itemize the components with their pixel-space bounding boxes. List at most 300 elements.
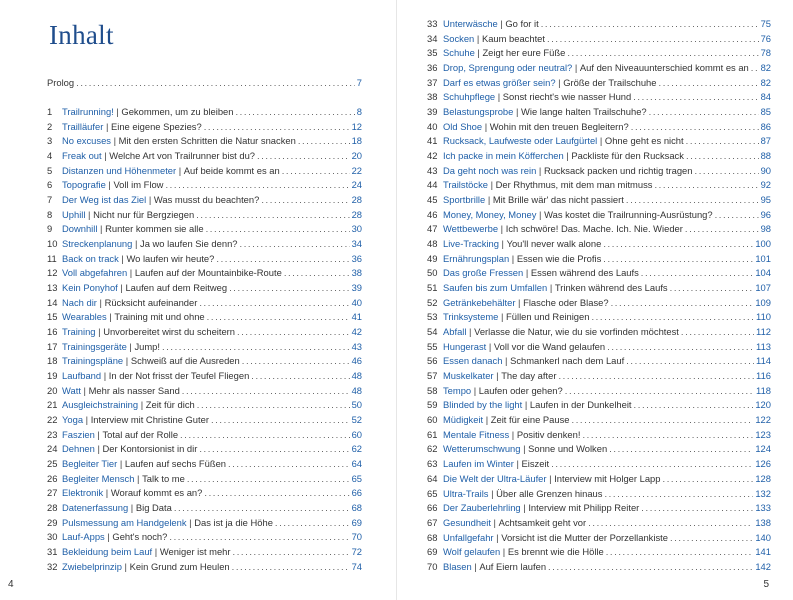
toc-entry[interactable]	[427, 150, 771, 165]
separator: |	[474, 47, 483, 59]
page-number: 28	[351, 208, 362, 220]
chapter-title-link[interactable]: Datenerfassung	[62, 502, 129, 514]
chapter-title-link[interactable]: Da geht noch was rein	[443, 164, 537, 176]
toc-entry[interactable]	[427, 267, 771, 282]
chapter-subtitle: Laufen auf sechs Füßen	[124, 458, 226, 470]
chapter-number: 54	[427, 326, 438, 338]
chapter-subtitle: Ich schwöre! Das. Mache. Ich. Nie. Wieder	[505, 223, 683, 235]
chapter-number: 33	[427, 18, 438, 29]
chapter-title-link[interactable]: Money, Money, Money	[443, 208, 537, 220]
chapter-title-link[interactable]: Old Shoe	[443, 120, 483, 132]
chapter-title-link[interactable]: Lauf-Apps	[62, 531, 105, 543]
separator: |	[498, 223, 506, 235]
separator: |	[471, 384, 479, 396]
chapter-title-link[interactable]: Trailrunning!	[62, 106, 114, 117]
chapter-title-link[interactable]: Der Weg ist das Ziel	[62, 194, 147, 206]
page-folio-left: 4	[8, 579, 14, 590]
leader-dots	[609, 443, 753, 454]
toc-entry[interactable]	[47, 355, 362, 370]
chapter-number: 15	[47, 311, 58, 323]
chapter-number: 49	[427, 252, 438, 264]
toc-entry[interactable]	[47, 326, 362, 341]
chapter-title-link[interactable]: Socken	[443, 32, 475, 44]
leader-dots	[180, 429, 350, 440]
leader-dots	[649, 106, 759, 117]
chapter-title-link[interactable]: Belastungsprobe	[443, 106, 514, 118]
separator: |	[486, 340, 494, 352]
toc-entry[interactable]	[427, 62, 771, 77]
page-number: 123	[755, 428, 771, 440]
page-number: 110	[756, 311, 771, 323]
toc-entry-prolog[interactable]	[47, 77, 362, 92]
chapter-title-link[interactable]: Trinksysteme	[443, 311, 499, 323]
separator: |	[572, 62, 580, 74]
separator: |	[117, 458, 125, 470]
chapter-title-link[interactable]: Das große Fressen	[443, 267, 524, 279]
leader-dots	[207, 311, 350, 322]
chapter-title-link[interactable]: Der Zauberlehrling	[443, 502, 521, 514]
page-number: 52	[351, 414, 362, 426]
separator: |	[471, 560, 480, 572]
chapter-title-link[interactable]: Sportbrille	[443, 194, 486, 206]
chapter-subtitle: Eiszeit	[521, 458, 550, 470]
chapter-title-link[interactable]: Blinded by the light	[443, 399, 523, 411]
toc-entry[interactable]	[427, 414, 771, 429]
chapter-number: 16	[47, 326, 58, 338]
chapter-number: 6	[47, 179, 53, 191]
toc-entry[interactable]	[47, 385, 362, 400]
toc-entry[interactable]	[427, 194, 771, 209]
separator: |	[132, 238, 141, 250]
toc-entry[interactable]	[427, 165, 771, 180]
page-number: 86	[760, 120, 771, 132]
separator: |	[96, 296, 105, 308]
chapter-subtitle: Wo laufen wir heute?	[126, 252, 215, 264]
toc-entry[interactable]	[427, 209, 771, 224]
page-number: 62	[351, 443, 362, 455]
leader-dots	[607, 341, 754, 352]
toc-entry[interactable]	[47, 106, 362, 121]
separator: |	[536, 164, 544, 176]
toc-entry[interactable]	[427, 532, 771, 547]
toc-entry[interactable]	[427, 179, 771, 194]
chapter-title-link[interactable]: Downhill	[62, 223, 98, 235]
chapter-title-link[interactable]: Trailläufer	[62, 120, 104, 132]
toc-entry[interactable]	[427, 282, 771, 297]
toc-entry[interactable]	[47, 561, 362, 576]
toc-entry[interactable]	[47, 502, 362, 517]
page-number: 34	[351, 238, 362, 250]
separator: |	[106, 311, 115, 323]
chapter-title-link[interactable]: Back on track	[62, 252, 119, 264]
chapter-title-link[interactable]: Ernährungsplan	[443, 252, 510, 264]
page-number: 74	[351, 560, 362, 572]
chapter-number: 41	[427, 135, 438, 147]
chapter-title-link[interactable]: Trainingspläne	[62, 355, 124, 367]
chapter-number: 42	[427, 150, 438, 162]
chapter-number: 35	[427, 47, 438, 59]
page-number: 43	[351, 340, 362, 352]
leader-dots	[603, 238, 753, 249]
chapter-title-link[interactable]: Kein Ponyhof	[62, 282, 118, 294]
toc-entry[interactable]	[47, 399, 362, 414]
separator: |	[118, 252, 127, 264]
chapter-subtitle: Über alle Grenzen hinaus	[496, 487, 603, 499]
toc-entry[interactable]	[47, 311, 362, 326]
chapter-number: 44	[427, 179, 438, 191]
toc-entry[interactable]	[427, 370, 771, 385]
chapter-title-link[interactable]: Gesundheit	[443, 516, 491, 528]
chapter-title-link[interactable]: Nach dir	[62, 296, 97, 308]
page-number: 118	[756, 384, 771, 396]
chapter-title-link[interactable]: Ich packe in mein Köfferchen	[443, 150, 564, 162]
toc-entry[interactable]	[47, 179, 362, 194]
chapter-title-link[interactable]: Ausgleichstraining	[62, 399, 139, 411]
toc-entry[interactable]	[427, 121, 771, 136]
separator: |	[498, 238, 507, 250]
separator: |	[488, 487, 497, 499]
leader-dots	[633, 91, 758, 102]
leader-dots	[626, 194, 759, 205]
leader-dots	[240, 238, 350, 249]
prolog-label: Prolog	[47, 77, 75, 88]
leader-dots	[662, 473, 753, 484]
chapter-number: 20	[47, 384, 58, 396]
chapter-title-link[interactable]: Saufen bis zum Umfallen	[443, 282, 548, 294]
leader-dots	[206, 223, 350, 234]
toc-entry[interactable]	[47, 531, 362, 546]
page-number: 65	[351, 472, 362, 484]
chapter-title-link[interactable]: Wettbewerbe	[443, 223, 499, 235]
separator: |	[515, 296, 524, 308]
chapter-title-link[interactable]: Wetterumschwung	[443, 443, 521, 455]
chapter-subtitle: Jump!	[134, 340, 160, 352]
separator: |	[110, 135, 119, 147]
chapter-number: 51	[427, 282, 438, 294]
page-number: 42	[351, 326, 362, 338]
toc-entry[interactable]	[47, 238, 362, 253]
toc-entry[interactable]	[427, 546, 771, 561]
toc-entry[interactable]	[427, 77, 771, 92]
separator: |	[466, 326, 475, 338]
page-number: 95	[760, 194, 771, 206]
chapter-number: 47	[427, 223, 438, 235]
page-number: 20	[351, 150, 362, 162]
toc-entry[interactable]	[427, 297, 771, 312]
chapter-number: 3	[47, 135, 53, 147]
separator: |	[520, 502, 529, 514]
chapter-title-link[interactable]: Laufen im Winter	[443, 458, 514, 470]
chapter-number: 61	[427, 428, 438, 440]
chapter-title-link[interactable]: Müdigkeit	[443, 414, 484, 426]
page-number: 30	[351, 223, 362, 235]
chapter-title-link[interactable]: Schuhe	[443, 47, 475, 59]
leader-dots	[654, 179, 758, 190]
chapter-subtitle: Was musst du beachten?	[153, 194, 260, 206]
toc-entry[interactable]	[47, 341, 362, 356]
toc-entry[interactable]	[47, 370, 362, 385]
chapter-title-link[interactable]: Pulsmessung am Handgelenk	[62, 516, 187, 528]
chapter-number: 57	[427, 370, 438, 382]
page-number: 48	[351, 370, 362, 382]
toc-entry[interactable]	[427, 517, 771, 532]
chapter-number: 5	[47, 164, 53, 176]
toc-entry[interactable]	[47, 487, 362, 502]
right-page	[397, 0, 793, 600]
chapter-number: 69	[427, 546, 438, 558]
page-folio-right: 5	[763, 579, 769, 590]
chapter-title-link[interactable]: Distanzen und Höhenmeter	[62, 164, 177, 176]
chapter-title-link[interactable]: Elektronik	[62, 487, 104, 499]
toc-entry[interactable]	[47, 414, 362, 429]
leader-dots	[751, 62, 759, 73]
toc-entry[interactable]	[47, 443, 362, 458]
chapter-title-link[interactable]: Dehnen	[62, 443, 95, 455]
chapter-title-link[interactable]: Bekleidung beim Lauf	[62, 546, 153, 558]
toc-entry[interactable]	[427, 399, 771, 414]
page-number: 46	[351, 355, 362, 367]
chapter-subtitle: Laufen auf dem Reitweg	[125, 282, 228, 294]
toc-entry[interactable]	[427, 473, 771, 488]
leader-dots	[162, 341, 350, 352]
chapter-title-link[interactable]: Watt	[62, 384, 81, 396]
chapter-title-link[interactable]: Abfall	[443, 326, 467, 338]
chapter-number: 56	[427, 355, 438, 367]
toc-entry[interactable]	[427, 223, 771, 238]
toc-entry[interactable]	[47, 546, 362, 561]
toc-entry[interactable]	[427, 238, 771, 253]
toc-entry[interactable]	[427, 18, 771, 33]
chapter-subtitle: Auf den Niveauunterschied kommt es an	[579, 62, 749, 74]
toc-entry[interactable]	[47, 150, 362, 165]
separator: |	[138, 399, 146, 411]
separator: |	[497, 18, 506, 29]
separator: |	[536, 208, 545, 220]
toc-entry[interactable]	[47, 165, 362, 180]
page-number: 12	[351, 120, 362, 132]
chapter-title-link[interactable]: Begleiter Mensch	[62, 472, 135, 484]
leader-dots	[211, 414, 350, 425]
toc-entry[interactable]	[47, 223, 362, 238]
chapter-title-link[interactable]: Unfallgefahr	[443, 531, 494, 543]
page-number: 126	[755, 458, 771, 470]
chapter-title-link[interactable]: Begleiter Tier	[62, 458, 118, 470]
page-number: 100	[755, 238, 771, 250]
separator: |	[128, 502, 136, 514]
separator: |	[483, 414, 491, 426]
chapter-number: 13	[47, 282, 58, 294]
leader-dots	[603, 253, 753, 264]
chapter-subtitle: Gekommen, um zu bleiben	[121, 106, 234, 117]
toc-entry[interactable]	[47, 267, 362, 282]
toc-entry[interactable]	[47, 297, 362, 312]
separator: |	[555, 76, 564, 88]
leader-dots	[604, 488, 753, 499]
chapter-title-link[interactable]: Voll abgefahren	[62, 267, 128, 279]
toc-entry[interactable]	[427, 341, 771, 356]
page-number: 8	[356, 106, 362, 117]
separator: |	[80, 384, 89, 396]
toc-entry[interactable]	[427, 429, 771, 444]
toc-entry[interactable]	[47, 458, 362, 473]
chapter-subtitle: Rucksack packen und richtig tragen	[543, 164, 693, 176]
chapter-title-link[interactable]: Mentale Fitness	[443, 428, 510, 440]
chapter-title-link[interactable]: Trainingsgeräte	[62, 340, 127, 352]
leader-dots	[551, 458, 753, 469]
chapter-number: 48	[427, 238, 438, 250]
chapter-number: 38	[427, 91, 438, 103]
chapter-number: 9	[47, 223, 53, 235]
chapter-title-link[interactable]: Tempo	[443, 384, 472, 396]
page-number: 112	[756, 326, 771, 338]
chapter-number: 14	[47, 296, 58, 308]
chapter-title-link[interactable]: Ultra-Trails	[443, 487, 489, 499]
chapter-subtitle: Flasche oder Blase?	[523, 296, 609, 308]
chapter-subtitle: Ohne geht es nicht	[604, 135, 684, 147]
chapter-number: 22	[47, 414, 58, 426]
chapter-title-link[interactable]: Unterwäsche	[443, 18, 498, 29]
toc-entry[interactable]	[427, 33, 771, 48]
leader-dots	[685, 223, 759, 234]
chapter-number: 64	[427, 472, 438, 484]
chapter-title-link[interactable]: Trailstöcke	[443, 179, 488, 191]
chapter-title-link[interactable]: Wolf gelaufen	[443, 546, 501, 558]
page-number: 60	[351, 428, 362, 440]
chapter-subtitle: Das ist ja die Höhe	[194, 516, 273, 528]
chapter-number: 23	[47, 428, 58, 440]
leader-dots	[558, 370, 754, 381]
leader-dots	[204, 121, 350, 132]
chapter-title-link[interactable]: Streckenplanung	[62, 238, 133, 250]
page-number: 82	[760, 62, 771, 74]
toc-entry[interactable]	[427, 253, 771, 268]
chapter-subtitle: Auf Eiern laufen	[479, 560, 547, 572]
page-number: 92	[760, 179, 771, 191]
chapter-title-link[interactable]: Live-Tracking	[443, 238, 499, 250]
chapter-title-link[interactable]: Muskelkater	[443, 370, 494, 382]
chapter-subtitle: Es brennt wie die Hölle	[507, 546, 604, 558]
chapter-title-link[interactable]: Wearables	[62, 311, 107, 323]
chapter-number: 18	[47, 355, 58, 367]
chapter-title-link[interactable]: Laufband	[62, 370, 102, 382]
chapter-title-link[interactable]: Faszien	[62, 428, 95, 440]
chapter-number: 8	[47, 208, 53, 220]
chapter-number: 21	[47, 399, 58, 411]
separator: |	[103, 120, 111, 132]
toc-entry[interactable]	[47, 121, 362, 136]
toc-entry[interactable]	[427, 326, 771, 341]
page-number: 101	[755, 252, 771, 264]
toc-entry[interactable]	[427, 106, 771, 121]
chapter-number: 25	[47, 458, 58, 470]
separator: |	[94, 443, 103, 455]
chapter-title-link[interactable]: No excuses	[62, 135, 111, 147]
toc-entry[interactable]	[47, 194, 362, 209]
toc-entry[interactable]	[427, 135, 771, 150]
page-number: 38	[351, 267, 362, 279]
chapter-subtitle: Sonst riecht's wie nasser Hund	[502, 91, 632, 103]
chapter-title-link[interactable]: Darf es etwas größer sein?	[443, 76, 556, 88]
chapter-title-link[interactable]: Rucksack, Laufweste oder Laufgürtel	[443, 135, 598, 147]
leader-dots	[169, 531, 349, 542]
chapter-title-link[interactable]: Hungerast	[443, 340, 487, 352]
chapter-subtitle: Ja wo laufen Sie denn?	[140, 238, 238, 250]
separator: |	[493, 531, 502, 543]
toc-entry[interactable]	[47, 429, 362, 444]
toc-entry[interactable]	[427, 385, 771, 400]
leader-dots	[571, 414, 753, 425]
chapter-number: 50	[427, 267, 438, 279]
separator: |	[474, 32, 482, 44]
chapter-title-link[interactable]: Topografie	[62, 179, 106, 191]
separator: |	[95, 326, 104, 338]
chapter-subtitle: Go for it	[505, 18, 539, 29]
toc-entry[interactable]	[47, 209, 362, 224]
chapter-title-link[interactable]: Yoga	[62, 414, 84, 426]
leader-dots	[282, 165, 350, 176]
separator: |	[123, 355, 131, 367]
chapter-title-link[interactable]: Essen danach	[443, 355, 503, 367]
chapter-subtitle: Mit Brille wär' das nicht passiert	[492, 194, 624, 206]
chapter-title-link[interactable]: Training	[62, 326, 96, 338]
page-number: 85	[760, 106, 771, 118]
chapter-subtitle: You'll never walk alone	[506, 238, 602, 250]
toc-entry[interactable]	[427, 488, 771, 503]
chapter-subtitle: Weniger ist mehr	[159, 546, 231, 558]
separator: |	[513, 106, 522, 118]
leader-dots	[547, 33, 759, 44]
toc-entry[interactable]	[427, 561, 771, 576]
chapter-subtitle: Interview mit Christine Guter	[90, 414, 209, 426]
page-number: 132	[755, 487, 771, 499]
toc-entry[interactable]	[47, 135, 362, 150]
toc-entry[interactable]	[47, 282, 362, 297]
chapter-number: 59	[427, 399, 438, 411]
chapter-title-link[interactable]: Die Welt der Ultra-Läufer	[443, 472, 547, 484]
toc-entry[interactable]	[427, 91, 771, 106]
chapter-title-link[interactable]: Schuhpflege	[443, 91, 496, 103]
toc-entry[interactable]	[427, 502, 771, 517]
toc-entry[interactable]	[427, 458, 771, 473]
chapter-number: 67	[427, 516, 438, 528]
page-number: 98	[760, 223, 771, 235]
chapter-title-link[interactable]: Drop, Sprengung oder neutral?	[443, 62, 573, 74]
chapter-subtitle: Runter kommen sie alle	[105, 223, 204, 235]
toc-entry[interactable]	[47, 253, 362, 268]
chapter-number: 31	[47, 546, 58, 558]
toc-entry[interactable]	[427, 355, 771, 370]
chapter-subtitle: Packliste für den Rucksack	[571, 150, 684, 162]
chapter-subtitle: Nicht nur für Bergziegen	[93, 208, 195, 220]
toc-entry[interactable]	[427, 311, 771, 326]
page-number: 116	[756, 370, 771, 382]
page-number: 40	[351, 296, 362, 308]
chapter-title-link[interactable]: Zwiebelprinzip	[62, 560, 122, 572]
toc-entry[interactable]	[427, 443, 771, 458]
leader-dots	[235, 106, 354, 117]
chapter-title-link[interactable]: Getränkebehälter	[443, 296, 516, 308]
leader-dots	[591, 311, 754, 322]
toc-entry[interactable]	[47, 473, 362, 488]
chapter-subtitle: Laufen auf der Mountainbike-Route	[134, 267, 282, 279]
chapter-subtitle: Interview mit Philipp Reiter	[528, 502, 640, 514]
left-page	[0, 0, 396, 600]
chapter-title-link[interactable]: Blasen	[443, 560, 472, 572]
toc-entry[interactable]	[427, 47, 771, 62]
toc-entry[interactable]	[47, 517, 362, 532]
chapter-title-link[interactable]: Freak out	[62, 150, 102, 162]
chapter-title-link[interactable]: Uphill	[62, 208, 86, 220]
